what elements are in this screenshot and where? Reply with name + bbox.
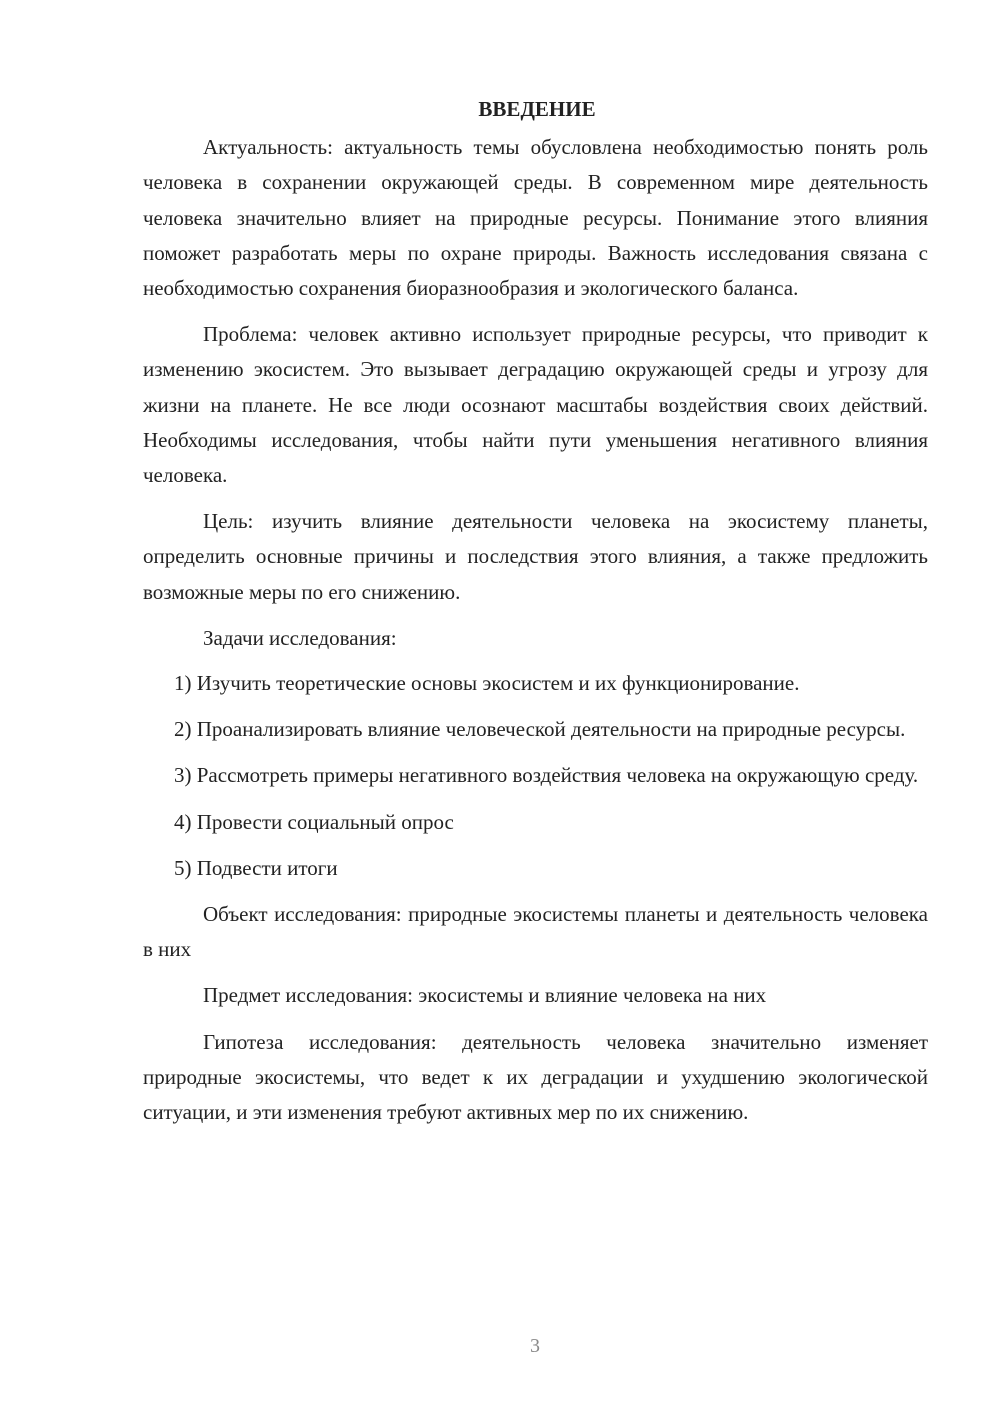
page-content [143, 92, 928, 1141]
paragraph-subject: Предмет исследования: экосистемы и влияние человека на них [203, 983, 767, 1008]
task-item-3: 3) Рассмотреть примеры негативного воздействия человека на окружающую среду. [174, 763, 919, 788]
paragraph-object: Объект исследования: природные экосистемы планеты и деятельность человека в них [143, 902, 928, 962]
paragraph-hypothesis: Гипотеза исследования: деятельность человека значительно изменяет природные экосистемы, что ведет к их деградации и ухудшению экологической ситуации, и эти изменения требуют активных мер по их снижению. [143, 1029, 928, 1125]
paragraph-relevance: Актуальность: актуальность темы обусловлена необходимостью понять роль человека в сохранении окружающей среды. В современном мире деятельность человека значительно влияет на природные ресурсы. Понимание этого влияния поможет разработать меры по охране природы. Важность исследования связана с необходимостью сохранения биоразнообразия и экологического баланса. [143, 135, 928, 301]
task-item-5: 5) Подвести итоги [174, 855, 338, 880]
page-number: 3 [530, 1335, 540, 1357]
paragraph-tasks-heading: Задачи исследования: [203, 625, 397, 650]
section-title: ВВЕДЕНИЕ [478, 97, 596, 121]
paragraph-problem: Проблема: человек активно использует природные ресурсы, что приводит к изменению экосистем. Это вызывает деградацию окружающей среды и угрозу для жизни на планете. Не все люди осознают масштабы воздействия своих действий. Необходимы исследования, чтобы найти пути уменьшения негативного влияния человека. [143, 322, 928, 488]
paragraph-goal: Цель: изучить влияние деятельности человека на экосистему планеты, определить основные причины и последствия этого влияния, а также предложить возможные меры по его снижению. [143, 509, 928, 604]
task-item-4: 4) Провести социальный опрос [174, 809, 454, 834]
task-item-1: 1) Изучить теоретические основы экосистем и их функционирование. [174, 671, 800, 696]
task-item-2: 2) Проанализировать влияние человеческой деятельности на природные ресурсы. [174, 717, 906, 742]
